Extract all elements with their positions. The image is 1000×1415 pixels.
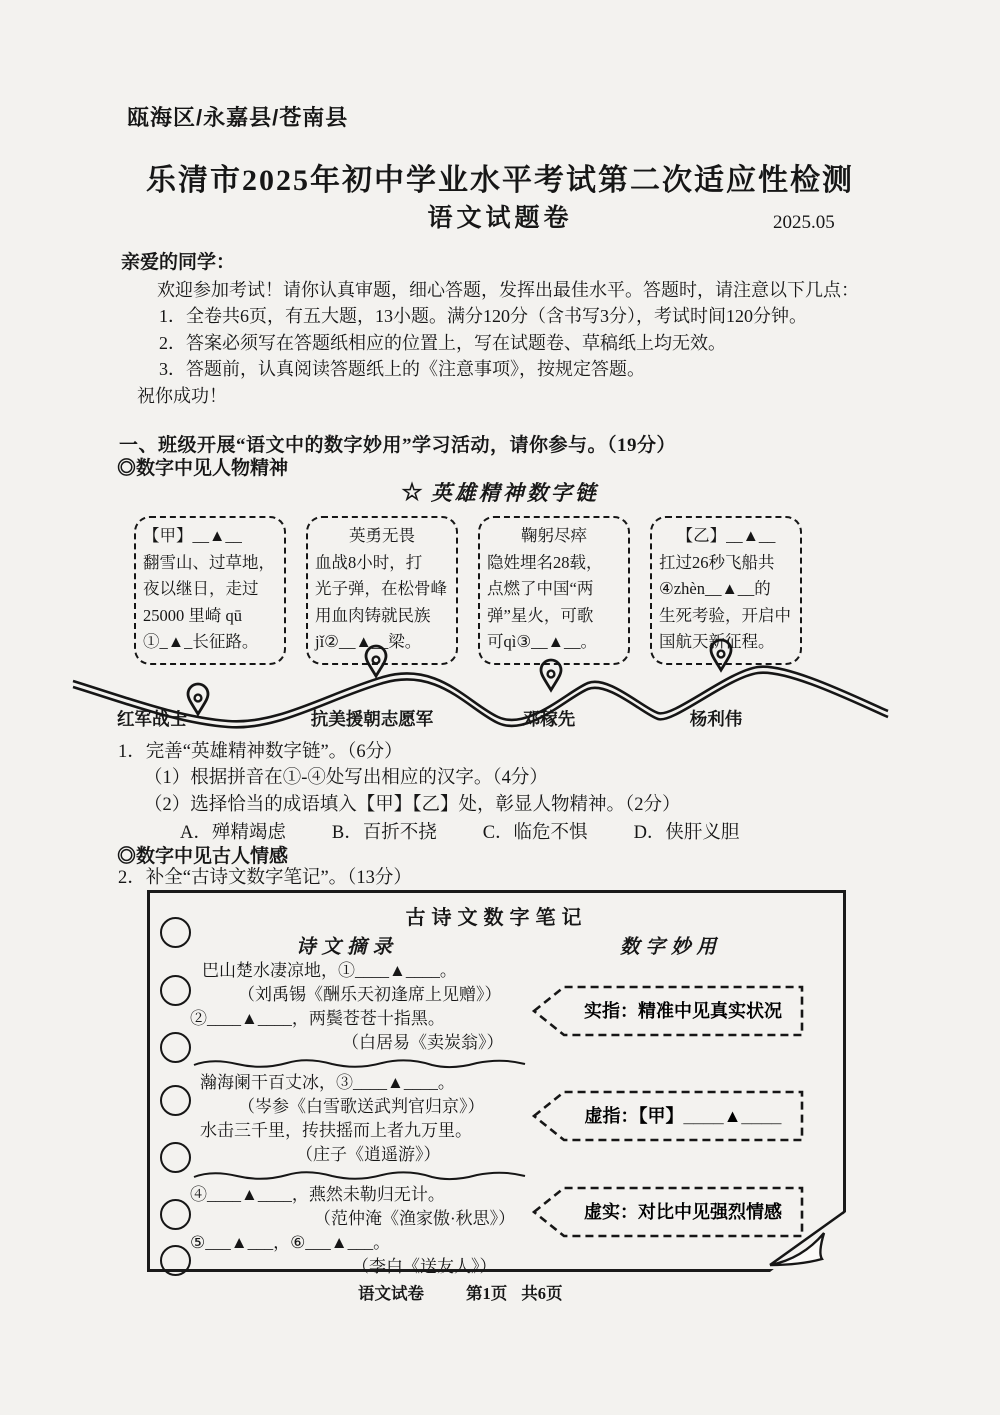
hero-card-jia [134,516,286,665]
tag-figurative [530,1088,806,1144]
card-line: 扛过26秒飞船共 [659,552,775,572]
salutation: 亲爱的同学： [121,252,236,273]
wavy-divider [192,1169,527,1181]
card-line: 血战8小时，打 [315,552,423,572]
excerpt-line: ④____▲____，燕然未勒归无计。 [190,1185,445,1204]
notice-closing: 祝你成功！ [137,385,227,406]
star-icon: ☆ [401,480,423,506]
card-line: 鞠躬尽瘁 [521,526,587,545]
card-line: 生死考验，开启中 [659,605,791,625]
wavy-divider [192,1057,527,1069]
excerpt-source: （岑参《白雪歌送武判官归京》） [238,1097,485,1116]
binder-hole-icon [160,1199,191,1230]
chain-title-text: 英雄精神数字链 [430,481,599,505]
figure-name: 邓稼先 [522,709,576,729]
footer-page-number: 第1页 [466,1284,508,1303]
region-label: 瓯海区/永嘉县/苍南县 [127,105,349,130]
question1-stem: 1．完善“英雄精神数字链”。（6分） [118,742,403,762]
column-header-excerpts: 诗文摘录 [296,937,399,958]
binder-hole-icon [160,1085,191,1116]
hero-cards [134,516,802,665]
card-line: 弹”星火，可歌 [487,605,594,625]
hero-card-yi [650,516,802,665]
binder-hole-icon [160,1245,191,1276]
footer-paper-name: 语文试卷 [358,1284,424,1303]
part2-label: ◎数字中见古人情感 [117,846,289,867]
notice-item: 1．全卷共6页，有五大题，13小题。满分120分（含书写3分），考试时间120分钟。 [159,306,807,326]
card-line: ①_▲_长征路。 [143,632,259,651]
figure-name: 抗美援朝志愿军 [310,709,434,729]
paper-name: 语文试题卷 [427,205,573,232]
option-c: C．临危不惧 [482,823,588,843]
excerpt-line: ②____▲____，两鬓苍苍十指黑。 [190,1009,445,1028]
excerpt-source: （李白《送友人》） [352,1257,497,1276]
excerpt-line: ⑤___▲___，⑥___▲___。 [190,1233,391,1252]
option-d: D．侠肝义胆 [633,823,740,843]
notice-item: 2．答案必须写在答题纸相应的位置上，写在试题卷、草稿纸上均无效。 [159,332,726,353]
option-a: A．殚精竭虑 [180,823,286,843]
hero-card-dengjiaxian [478,516,630,665]
excerpt-source: （白居易《卖炭翁》） [342,1033,504,1052]
binder-hole-icon [160,975,191,1006]
card-line: 光子弹，在松骨峰 [315,579,447,598]
footer-page-total: 共6页 [521,1284,563,1303]
page-curl [760,1204,846,1272]
excerpt-source: （庄子《逍遥游》） [296,1145,441,1164]
card-line: 隐姓埋名28载， [487,552,603,572]
tag-text: 虚实：对比中见强烈情感 [584,1202,782,1222]
question1-sub2: （2）选择恰当的成语填入【甲】【乙】处，彰显人物精神。（2分） [144,795,681,815]
excerpt-source: （范仲淹《渔家傲·秋思》） [314,1209,516,1228]
notice-block [121,250,896,409]
card-line: 可qì③__▲__。 [487,632,597,651]
location-pin-icon [541,660,561,690]
figure-name: 杨利伟 [689,709,743,729]
option-b: B．百折不挠 [331,823,437,843]
card-line: 夜以继日，走过 [143,579,259,598]
section1-heading: 一、班级开展“语文中的数字妙用”学习活动，请你参与。（19分） [119,435,677,456]
card-line: 【甲】__▲__ [143,526,242,545]
figure-name: 红军战士 [117,709,187,729]
part1-label: ◎数字中见人物精神 [117,458,289,479]
binder-hole-icon [160,1032,191,1063]
exam-title: 乐清市2025年初中学业水平考试第二次适应性检测 [146,164,854,197]
card-line: 点燃了中国“两 [487,579,594,598]
excerpt-source: （刘禹锡《酬乐天初逢席上见赠》） [238,985,502,1004]
card-line: 用血肉铸就民族 [315,605,431,625]
excerpt-line: 水击三千里，抟扶摇而上者九万里。 [200,1121,472,1140]
question2-stem: 2．补全“古诗文数字笔记”。（13分） [118,868,412,888]
chain-figure-title [0,477,1000,507]
column-header-usage: 数字妙用 [620,937,723,958]
binder-hole-icon [160,1142,191,1173]
card-line: ④zhèn__▲__的 [659,579,771,598]
card-line: jǐ②__▲__梁。 [315,632,422,651]
page-footer [358,1280,563,1304]
card-line: 英勇无畏 [349,526,415,545]
excerpt-line: 瀚海阑干百丈冰，③____▲____。 [200,1073,455,1092]
notebook-title: 古诗文数字笔记 [405,907,588,929]
location-pin-icon [188,684,208,714]
card-line: 翻雪山、过草地， [143,552,275,572]
excerpt-line: 巴山楚水凄凉地，①____▲____。 [202,961,457,980]
question1-sub1: （1）根据拼音在①-④处写出相应的汉字。（4分） [144,768,548,788]
card-line: 25000 里崎 qū [143,605,242,625]
notice-intro: 欢迎参加考试！请你认真审题，细心答题，发挥出最佳水平。答题时，请注意以下几点： [157,279,859,300]
hero-card-volunteer [306,516,458,665]
card-line: 【乙】__▲__ [676,526,776,545]
card-line: 国航天新征程。 [659,632,775,651]
tag-text: 实指：精准中见真实状况 [584,1001,782,1021]
poetry-notebook-figure [147,890,846,1276]
tag-literal [530,983,806,1039]
notice-item: 3．答题前，认真阅读答题纸上的《注意事项》，按规定答题。 [159,359,645,379]
exam-date: 2025.05 [773,212,835,233]
tag-text: 虚指：【甲】____▲____ [584,1106,782,1126]
